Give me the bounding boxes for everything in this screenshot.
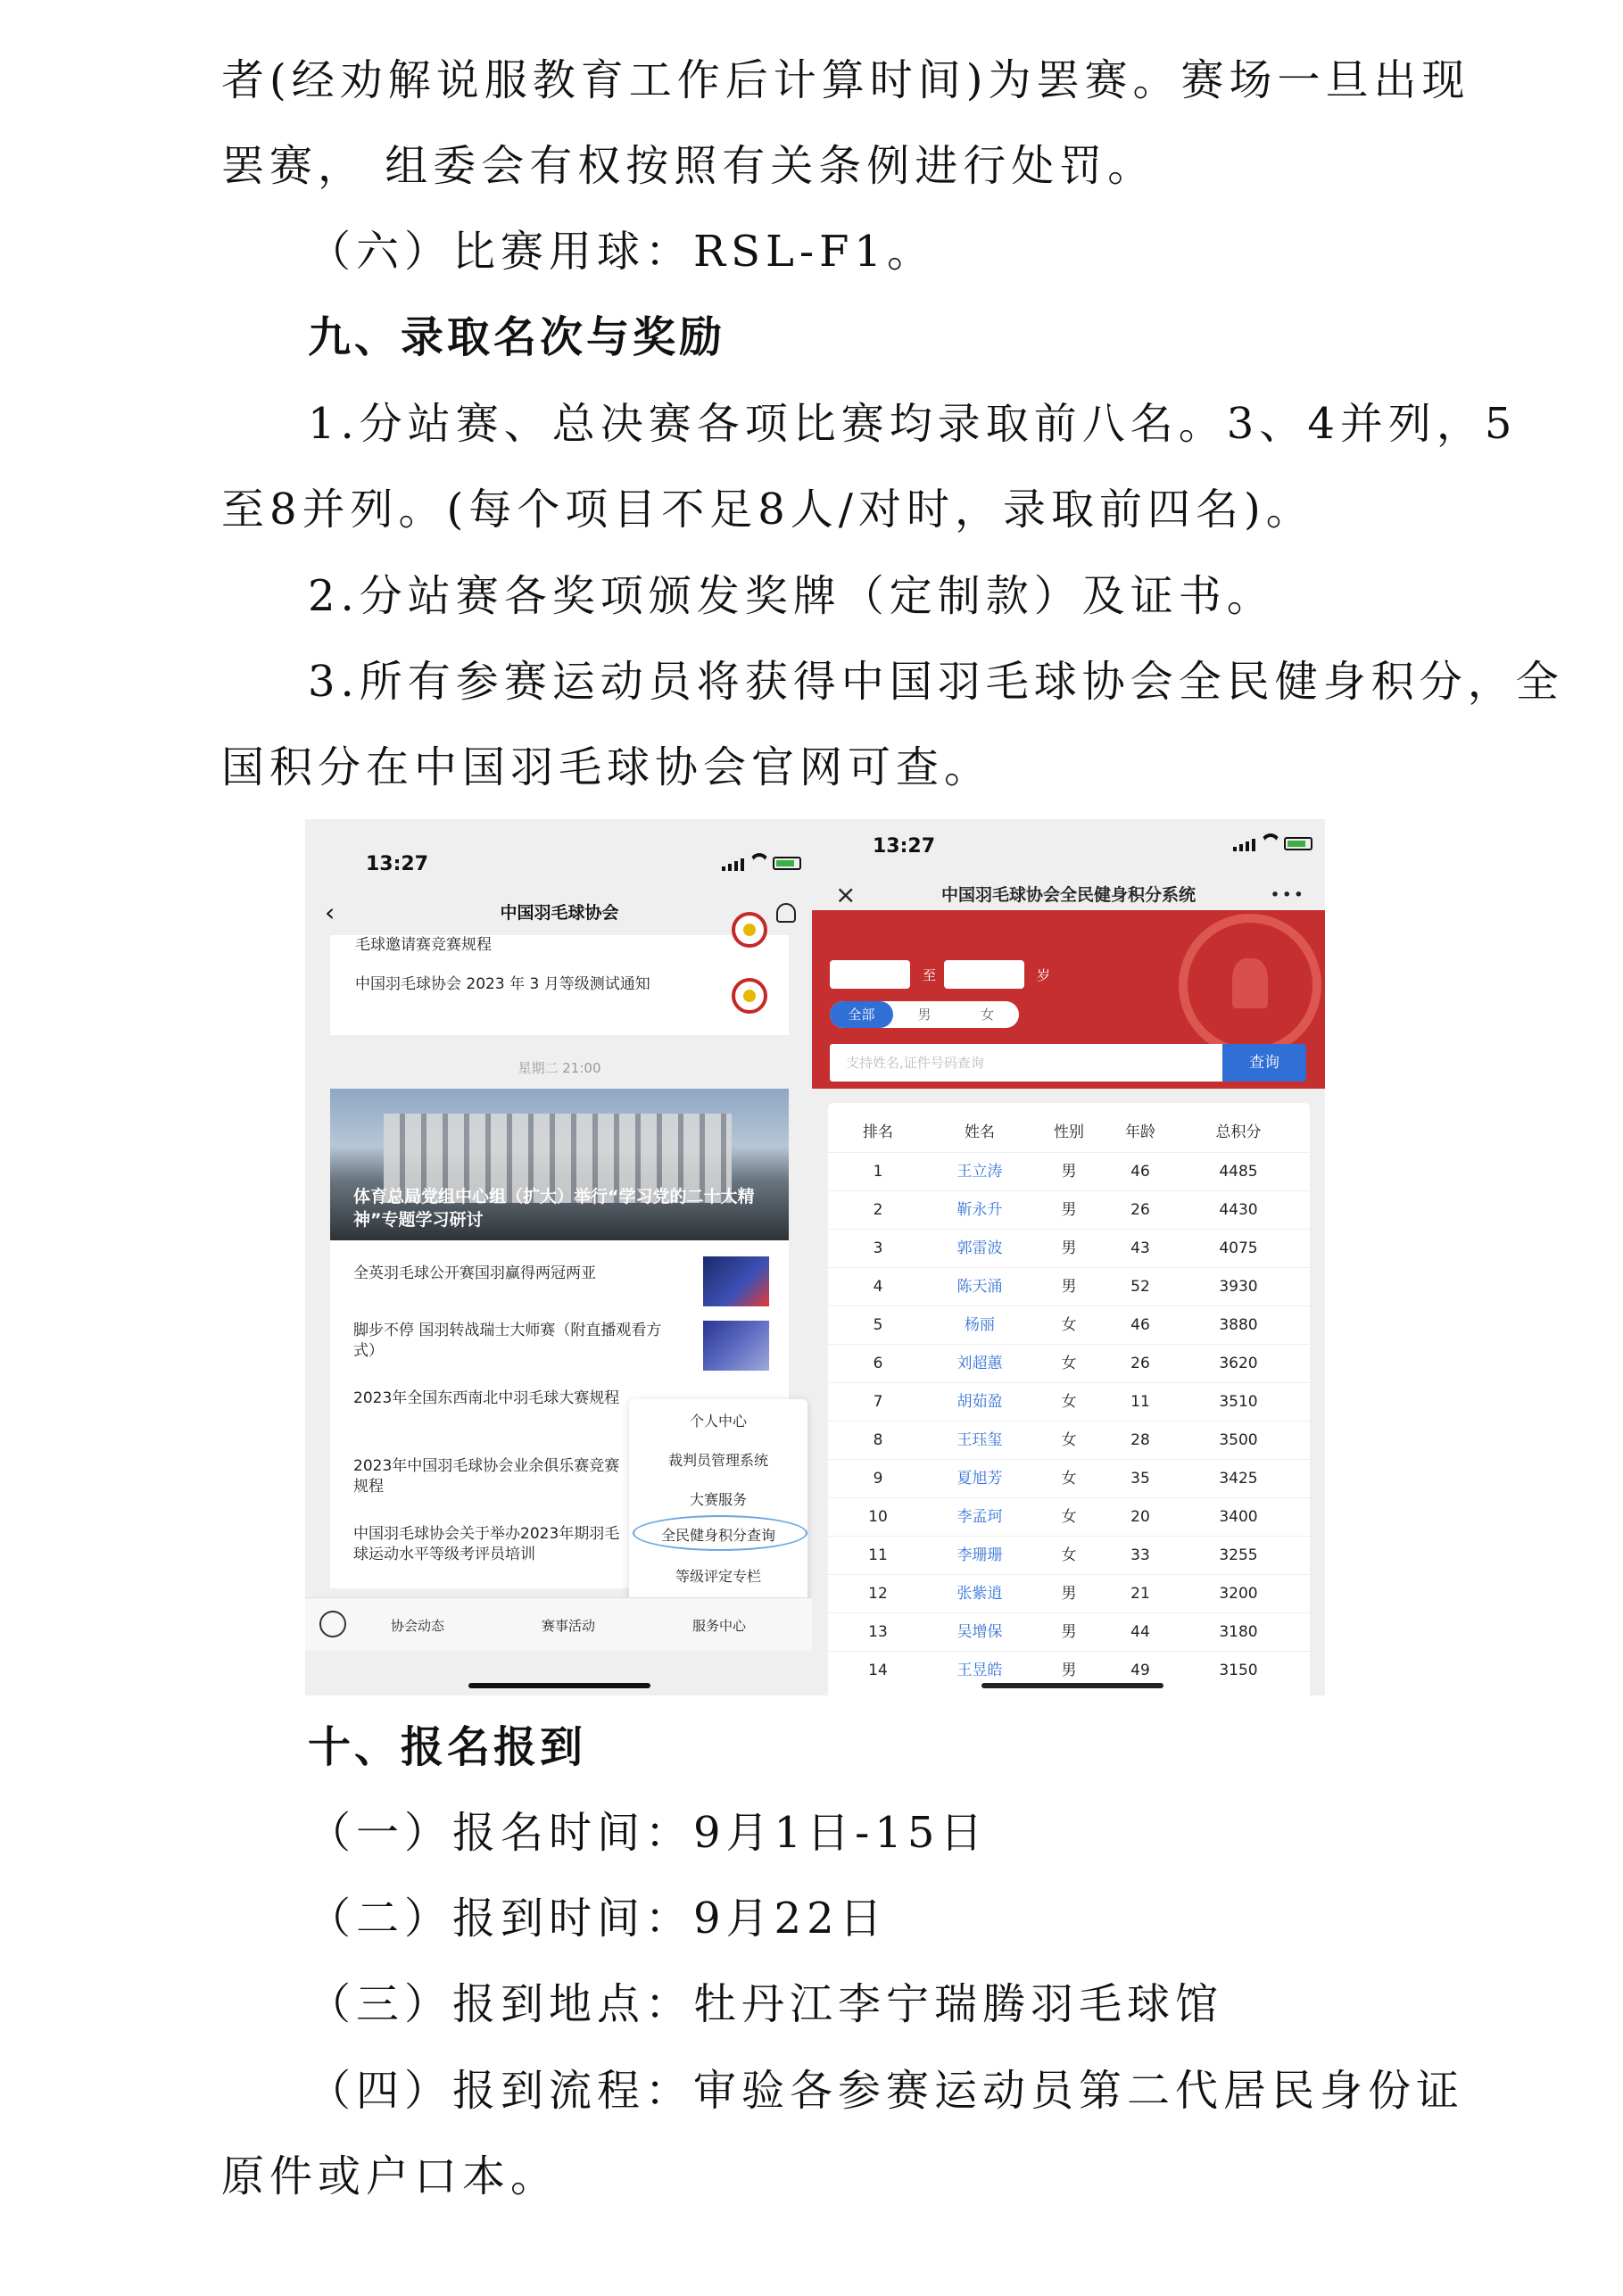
age-cell: 52 bbox=[1130, 1278, 1150, 1296]
table-row bbox=[828, 1305, 1310, 1344]
service-menu bbox=[629, 1399, 807, 1610]
table-row bbox=[828, 1382, 1310, 1421]
para1-line1: 者(经劝解说服教育工作后计算时间)为罢赛。赛场一旦出现 bbox=[221, 55, 1470, 105]
menu-grade-assessment[interactable]: 等级评定专栏 bbox=[675, 1568, 761, 1585]
name-cell[interactable]: 王珏玺 bbox=[956, 1431, 1003, 1449]
hero-article[interactable] bbox=[330, 1089, 789, 1240]
header-name: 姓名 bbox=[965, 1123, 995, 1141]
ball-spec: （六）比赛用球：RSL-F1。 bbox=[308, 227, 935, 277]
rank-cell: 4 bbox=[873, 1278, 883, 1296]
name-cell[interactable]: 胡茹盈 bbox=[956, 1393, 1003, 1411]
status-bar bbox=[812, 819, 1325, 869]
table-header bbox=[828, 1114, 1310, 1152]
rank-cell: 2 bbox=[873, 1201, 883, 1219]
status-time: 13:27 bbox=[873, 835, 936, 858]
name-cell[interactable]: 张紫逍 bbox=[956, 1585, 1003, 1603]
header-rank: 排名 bbox=[863, 1123, 893, 1141]
points-cell: 4430 bbox=[1219, 1201, 1258, 1219]
gender-cell: 男 bbox=[1061, 1239, 1077, 1257]
header-gender: 性别 bbox=[1054, 1123, 1084, 1141]
gender-cell: 男 bbox=[1061, 1278, 1077, 1296]
signal-icon bbox=[1233, 839, 1255, 851]
points-cell: 3425 bbox=[1219, 1470, 1258, 1488]
age-cell: 26 bbox=[1130, 1355, 1150, 1372]
points-cell: 3620 bbox=[1219, 1355, 1258, 1372]
age-to-input[interactable] bbox=[944, 960, 1024, 989]
name-cell[interactable]: 郭雷波 bbox=[956, 1239, 1003, 1257]
ranking-table bbox=[828, 1103, 1310, 1695]
menu-fitness-points-query[interactable]: 全民健身积分查询 bbox=[660, 1527, 775, 1544]
item2: 2.分站赛各奖项颁发奖牌（定制款）及证书。 bbox=[308, 571, 1275, 621]
hero-title: 体育总局党组中心组（扩大）举行“学习党的二十大精神”专题学习研讨 bbox=[353, 1187, 755, 1230]
tab-service-center[interactable]: 服务中心 bbox=[692, 1618, 747, 1634]
gender-cell: 男 bbox=[1061, 1201, 1077, 1219]
tab-events[interactable]: 赛事活动 bbox=[542, 1618, 596, 1634]
home-indicator bbox=[981, 1683, 1163, 1688]
name-cell[interactable]: 夏旭芳 bbox=[956, 1470, 1003, 1488]
table-row bbox=[828, 1536, 1310, 1574]
age-cell: 33 bbox=[1130, 1546, 1150, 1564]
age-cell: 21 bbox=[1130, 1585, 1150, 1603]
close-icon[interactable]: × bbox=[835, 880, 857, 909]
association-logo-icon bbox=[732, 978, 767, 1014]
more-icon[interactable]: ••• bbox=[1270, 885, 1305, 905]
news-title: 中国羽毛球协会关于举办2023年期羽毛球运动水平等级考评员培训 bbox=[353, 1525, 620, 1563]
points-cell: 3400 bbox=[1219, 1508, 1258, 1526]
card-text: 中国羽毛球协会 2023 年 3 月等级测试通知 bbox=[355, 975, 650, 993]
news-title: 脚步不停 国羽转战瑞士大师赛（附直播观看方式） bbox=[353, 1322, 662, 1360]
association-seal-icon bbox=[1179, 914, 1321, 1057]
table-row bbox=[828, 1267, 1310, 1305]
rank-cell: 13 bbox=[868, 1623, 888, 1641]
rank-cell: 12 bbox=[868, 1585, 888, 1603]
name-cell[interactable]: 吴增保 bbox=[956, 1623, 1003, 1641]
name-cell[interactable]: 李珊珊 bbox=[956, 1546, 1003, 1564]
news-title: 2023年中国羽毛球协会业余俱乐赛竞赛规程 bbox=[353, 1457, 620, 1496]
points-cell: 3180 bbox=[1219, 1623, 1258, 1641]
wifi-icon bbox=[749, 853, 769, 869]
age-cell: 26 bbox=[1130, 1201, 1150, 1219]
news-thumbnail bbox=[703, 1321, 769, 1371]
list-item[interactable] bbox=[330, 1321, 789, 1383]
age-cell: 11 bbox=[1130, 1393, 1150, 1411]
name-cell[interactable]: 王立涛 bbox=[956, 1163, 1003, 1181]
para1-line2: 罢赛， 组委会有权按照有关条例进行处罚。 bbox=[221, 141, 1156, 191]
gender-cell: 女 bbox=[1061, 1508, 1077, 1526]
search-input[interactable]: 支持姓名,证件号码查询 bbox=[830, 1044, 1222, 1082]
name-cell[interactable]: 陈天涌 bbox=[956, 1278, 1003, 1296]
rank-cell: 9 bbox=[873, 1470, 883, 1488]
rank-cell: 6 bbox=[873, 1355, 883, 1372]
age-cell: 20 bbox=[1130, 1508, 1150, 1526]
gender-cell: 女 bbox=[1061, 1431, 1077, 1449]
back-icon[interactable]: ‹ bbox=[325, 898, 335, 927]
points-cell: 3200 bbox=[1219, 1585, 1258, 1603]
gender-cell: 女 bbox=[1061, 1393, 1077, 1411]
age-cell: 49 bbox=[1130, 1662, 1150, 1679]
header-age: 年龄 bbox=[1125, 1123, 1155, 1141]
age-cell: 46 bbox=[1130, 1316, 1150, 1334]
item3-line2: 国积分在中国羽毛球协会官网可查。 bbox=[221, 742, 993, 792]
name-cell[interactable]: 杨丽 bbox=[965, 1316, 995, 1334]
gender-filter bbox=[830, 1001, 1019, 1028]
rank-cell: 7 bbox=[873, 1393, 883, 1411]
points-cell: 4485 bbox=[1219, 1163, 1258, 1181]
points-cell: 3500 bbox=[1219, 1431, 1258, 1449]
association-logo-icon-top bbox=[732, 912, 767, 948]
rank-cell: 14 bbox=[868, 1662, 888, 1679]
gender-male-tab[interactable]: 男 bbox=[917, 1007, 932, 1023]
signal-icon bbox=[722, 858, 744, 871]
article-card[interactable] bbox=[330, 935, 789, 1035]
age-cell: 44 bbox=[1130, 1623, 1150, 1641]
item3-line1: 3.所有参赛运动员将获得中国羽毛球协会全民健身积分，全 bbox=[308, 657, 1564, 707]
gender-cell: 男 bbox=[1061, 1585, 1077, 1603]
gender-cell: 女 bbox=[1061, 1316, 1077, 1334]
name-cell[interactable]: 靳永升 bbox=[956, 1201, 1003, 1219]
item1-line2: 至8并列。(每个项目不足8人/对时，录取前四名)。 bbox=[221, 485, 1314, 535]
nav-title: 中国羽毛球协会 bbox=[500, 903, 619, 923]
points-cell: 3510 bbox=[1219, 1393, 1258, 1411]
to-label: 至 bbox=[923, 967, 937, 983]
menu-referee-system[interactable]: 裁判员管理系统 bbox=[667, 1452, 768, 1469]
battery-icon bbox=[773, 857, 801, 870]
filter-panel bbox=[812, 910, 1325, 1089]
header-total-points: 总积分 bbox=[1215, 1123, 1262, 1141]
profile-icon[interactable] bbox=[776, 903, 796, 923]
rank-cell: 5 bbox=[873, 1316, 883, 1334]
card-top-text: 毛球邀请赛竞赛规程 bbox=[355, 936, 492, 954]
table-row bbox=[828, 1152, 1310, 1190]
table-row bbox=[828, 1459, 1310, 1497]
keyboard-icon[interactable] bbox=[319, 1611, 346, 1637]
points-cell: 3880 bbox=[1219, 1316, 1258, 1334]
section-9-heading: 九、录取名次与奖励 bbox=[308, 312, 726, 362]
tab-bar bbox=[305, 1597, 814, 1651]
status-bar bbox=[305, 819, 814, 875]
battery-icon bbox=[1284, 837, 1312, 850]
gender-cell: 女 bbox=[1061, 1355, 1077, 1372]
date-tag: 星期二 21:00 bbox=[518, 1060, 601, 1076]
nav-title: 中国羽毛球协会全民健身积分系统 bbox=[940, 885, 1196, 905]
search-button[interactable]: 查询 bbox=[1222, 1044, 1306, 1082]
age-cell: 35 bbox=[1130, 1470, 1150, 1488]
age-cell: 43 bbox=[1130, 1239, 1150, 1257]
table-row bbox=[828, 1344, 1310, 1382]
gender-cell: 女 bbox=[1061, 1470, 1077, 1488]
table-row bbox=[828, 1574, 1310, 1612]
home-indicator bbox=[468, 1683, 650, 1688]
check-in-process-line1: （四）报到流程：审验各参赛运动员第二代居民身份证 bbox=[308, 2066, 1465, 2116]
news-title: 2023年全国东西南北中羽毛球大赛规程 bbox=[353, 1389, 620, 1407]
item1-line1: 1.分站赛、总决赛各项比赛均录取前八名。3、4并列，5 bbox=[308, 399, 1518, 449]
name-cell[interactable]: 王昱皓 bbox=[956, 1662, 1003, 1679]
table-row bbox=[828, 1190, 1310, 1229]
age-cell: 28 bbox=[1130, 1431, 1150, 1449]
points-cell: 3150 bbox=[1219, 1662, 1258, 1679]
list-item[interactable] bbox=[330, 1253, 789, 1315]
table-row bbox=[828, 1497, 1310, 1536]
rank-cell: 1 bbox=[873, 1163, 883, 1181]
table-row bbox=[828, 1229, 1310, 1267]
rank-cell: 8 bbox=[873, 1431, 883, 1449]
gender-cell: 女 bbox=[1061, 1546, 1077, 1564]
status-time: 13:27 bbox=[366, 853, 429, 875]
news-title: 全英羽毛球公开赛国羽赢得两冠两亚 bbox=[353, 1264, 596, 1282]
rank-cell: 10 bbox=[868, 1508, 888, 1526]
table-row bbox=[828, 1612, 1310, 1651]
gender-cell: 男 bbox=[1061, 1623, 1077, 1641]
points-cell: 3930 bbox=[1219, 1278, 1258, 1296]
menu-personal-center[interactable]: 个人中心 bbox=[689, 1413, 747, 1430]
points-cell: 4075 bbox=[1219, 1239, 1258, 1257]
news-thumbnail bbox=[703, 1256, 769, 1306]
table-row bbox=[828, 1421, 1310, 1459]
rank-cell: 11 bbox=[868, 1546, 888, 1564]
wifi-icon bbox=[1261, 833, 1280, 850]
rank-cell: 3 bbox=[873, 1239, 883, 1257]
name-cell[interactable]: 李孟珂 bbox=[956, 1508, 1003, 1526]
check-in-location: （三）报到地点：牡丹江李宁瑞腾羽毛球馆 bbox=[308, 1979, 1224, 2029]
check-in-process-line2: 原件或户口本。 bbox=[221, 2151, 559, 2201]
age-from-input[interactable] bbox=[830, 960, 910, 989]
section-10-heading: 十、报名报到 bbox=[308, 1722, 587, 1772]
menu-event-service[interactable]: 大赛服务 bbox=[689, 1491, 747, 1508]
registration-time: （一）报名时间：9月1日-15日 bbox=[308, 1808, 989, 1858]
screenshot-association-app bbox=[305, 819, 814, 1695]
name-cell[interactable]: 刘超蕙 bbox=[956, 1355, 1003, 1372]
tab-association-news[interactable]: 协会动态 bbox=[391, 1618, 445, 1634]
age-cell: 46 bbox=[1130, 1163, 1150, 1181]
points-cell: 3255 bbox=[1219, 1546, 1258, 1564]
gender-cell: 男 bbox=[1061, 1163, 1077, 1181]
age-unit-label: 岁 bbox=[1037, 967, 1051, 983]
check-in-time: （二）报到时间：9月22日 bbox=[308, 1894, 888, 1944]
gender-all-tab[interactable]: 全部 bbox=[830, 1001, 893, 1028]
gender-cell: 男 bbox=[1061, 1662, 1077, 1679]
gender-female-tab[interactable]: 女 bbox=[981, 1007, 995, 1023]
screenshot-points-system bbox=[812, 819, 1325, 1695]
